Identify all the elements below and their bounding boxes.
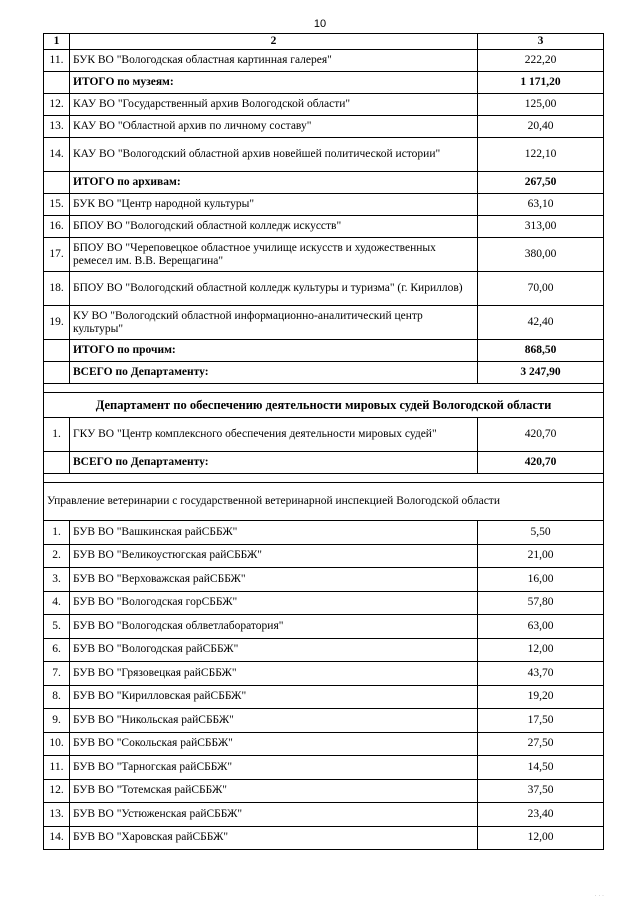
organization-name: БПОУ ВО "Вологодский областной колледж культуры и туризма" (г. Кириллов) [70, 272, 478, 306]
header-col-1: 1 [44, 34, 70, 50]
table-row [44, 685, 604, 709]
table-row [44, 194, 604, 216]
row-number: 12. [44, 779, 70, 803]
organization-name: БПОУ ВО "Череповецкое областное училище искусств и художественных ремесел им. В.В. Верещагина" [70, 238, 478, 272]
organization-name: БПОУ ВО "Вологодский областной колледж искусств" [70, 216, 478, 238]
organization-name: БУВ ВО "Тотемская райСББЖ" [70, 779, 478, 803]
table-row [44, 216, 604, 238]
amount-value: 19,20 [478, 685, 604, 709]
section-title: Управление ветеринарии с государственной ветеринарной инспекцией Вологодской области [44, 483, 604, 521]
amount-value: 23,40 [478, 803, 604, 827]
row-number: 18. [44, 272, 70, 306]
section-title-row [44, 483, 604, 521]
total-row [44, 452, 604, 474]
row-number: 7. [44, 662, 70, 686]
organization-name: БУВ ВО "Вашкинская райСББЖ" [70, 521, 478, 545]
organization-name: КАУ ВО "Областной архив по личному составу" [70, 116, 478, 138]
organization-name: ИТОГО по архивам: [70, 172, 478, 194]
row-number: 11. [44, 756, 70, 780]
amount-value: 380,00 [478, 238, 604, 272]
amount-value: 12,00 [478, 638, 604, 662]
row-number: 9. [44, 709, 70, 733]
organization-name: КАУ ВО "Государственный архив Вологодской области" [70, 94, 478, 116]
row-number: 19. [44, 306, 70, 340]
spacer-cell [44, 384, 604, 393]
amount-value: 20,40 [478, 116, 604, 138]
table-row [44, 521, 604, 545]
amount-value: 420,70 [478, 418, 604, 452]
amount-value: 3 247,90 [478, 362, 604, 384]
row-number: 1. [44, 521, 70, 545]
budget-table [43, 33, 604, 850]
row-number [44, 452, 70, 474]
row-number: 10. [44, 732, 70, 756]
table-row [44, 544, 604, 568]
row-number: 13. [44, 116, 70, 138]
organization-name: ГКУ ВО "Центр комплексного обеспечения деятельности мировых судей" [70, 418, 478, 452]
organization-name: БУК ВО "Вологодская областная картинная галерея" [70, 50, 478, 72]
amount-value: 14,50 [478, 756, 604, 780]
amount-value: 1 171,20 [478, 72, 604, 94]
organization-name: ВСЕГО по Департаменту: [70, 362, 478, 384]
table-row [44, 662, 604, 686]
table-row [44, 94, 604, 116]
amount-value: 5,50 [478, 521, 604, 545]
table-row [44, 826, 604, 850]
organization-name: БУВ ВО "Харовская райСББЖ" [70, 826, 478, 850]
section-title-row [44, 393, 604, 418]
row-number [44, 172, 70, 194]
total-row [44, 172, 604, 194]
header-col-3: 3 [478, 34, 604, 50]
organization-name: БУВ ВО "Сокольская райСББЖ" [70, 732, 478, 756]
organization-name: БУВ ВО "Грязовецкая райСББЖ" [70, 662, 478, 686]
table-row [44, 306, 604, 340]
amount-value: 222,20 [478, 50, 604, 72]
organization-name: БУВ ВО "Верховажская райСББЖ" [70, 568, 478, 592]
spacer-cell [44, 474, 604, 483]
row-number: 5. [44, 615, 70, 639]
table-row [44, 238, 604, 272]
row-number: 12. [44, 94, 70, 116]
organization-name: ВСЕГО по Департаменту: [70, 452, 478, 474]
amount-value: 420,70 [478, 452, 604, 474]
amount-value: 868,50 [478, 340, 604, 362]
table-row [44, 50, 604, 72]
row-number: 8. [44, 685, 70, 709]
row-number: 4. [44, 591, 70, 615]
amount-value: 57,80 [478, 591, 604, 615]
row-number: 16. [44, 216, 70, 238]
table-header-row [44, 34, 604, 50]
table-row [44, 272, 604, 306]
amount-value: 313,00 [478, 216, 604, 238]
organization-name: ИТОГО по музеям: [70, 72, 478, 94]
table-row [44, 615, 604, 639]
amount-value: 17,50 [478, 709, 604, 733]
row-number: 13. [44, 803, 70, 827]
header-col-2: 2 [70, 34, 478, 50]
amount-value: 125,00 [478, 94, 604, 116]
table-row [44, 732, 604, 756]
total-row [44, 72, 604, 94]
organization-name: БУВ ВО "Вологодская горСББЖ" [70, 591, 478, 615]
organization-name: КУ ВО "Вологодский областной информационно-аналитический центр культуры" [70, 306, 478, 340]
table-row [44, 591, 604, 615]
organization-name: ИТОГО по прочим: [70, 340, 478, 362]
total-row [44, 340, 604, 362]
table-row [44, 568, 604, 592]
amount-value: 27,50 [478, 732, 604, 756]
row-number [44, 362, 70, 384]
table-row [44, 116, 604, 138]
organization-name: БУВ ВО "Вологодская райСББЖ" [70, 638, 478, 662]
row-number: 1. [44, 418, 70, 452]
amount-value: 37,50 [478, 779, 604, 803]
row-number: 11. [44, 50, 70, 72]
row-number [44, 72, 70, 94]
amount-value: 43,70 [478, 662, 604, 686]
organization-name: БУВ ВО "Вологодская облветлаборатория" [70, 615, 478, 639]
amount-value: 16,00 [478, 568, 604, 592]
amount-value: 12,00 [478, 826, 604, 850]
scan-mark: · · · [594, 893, 604, 899]
table-row [44, 709, 604, 733]
organization-name: БУВ ВО "Устюженская райСББЖ" [70, 803, 478, 827]
row-number: 14. [44, 138, 70, 172]
row-number: 15. [44, 194, 70, 216]
table-row [44, 803, 604, 827]
page-number: 10 [313, 18, 327, 30]
organization-name: БУВ ВО "Кирилловская райСББЖ" [70, 685, 478, 709]
table-row [44, 138, 604, 172]
organization-name: БУВ ВО "Никольская райСББЖ" [70, 709, 478, 733]
amount-value: 42,40 [478, 306, 604, 340]
row-number: 17. [44, 238, 70, 272]
amount-value: 70,00 [478, 272, 604, 306]
section-title: Департамент по обеспечению деятельности мировых судей Вологодской области [44, 393, 604, 418]
spacer-row [44, 474, 604, 483]
row-number: 6. [44, 638, 70, 662]
table-row [44, 638, 604, 662]
organization-name: БУВ ВО "Великоустюгская райСББЖ" [70, 544, 478, 568]
row-number [44, 340, 70, 362]
amount-value: 267,50 [478, 172, 604, 194]
row-number: 3. [44, 568, 70, 592]
spacer-row [44, 384, 604, 393]
total-row [44, 362, 604, 384]
table-row [44, 418, 604, 452]
amount-value: 63,10 [478, 194, 604, 216]
amount-value: 63,00 [478, 615, 604, 639]
row-number: 2. [44, 544, 70, 568]
table-row [44, 779, 604, 803]
amount-value: 122,10 [478, 138, 604, 172]
amount-value: 21,00 [478, 544, 604, 568]
organization-name: КАУ ВО "Вологодский областной архив новейшей политической истории" [70, 138, 478, 172]
row-number: 14. [44, 826, 70, 850]
table-row [44, 756, 604, 780]
organization-name: БУВ ВО "Тарногская райСББЖ" [70, 756, 478, 780]
organization-name: БУК ВО "Центр народной культуры" [70, 194, 478, 216]
